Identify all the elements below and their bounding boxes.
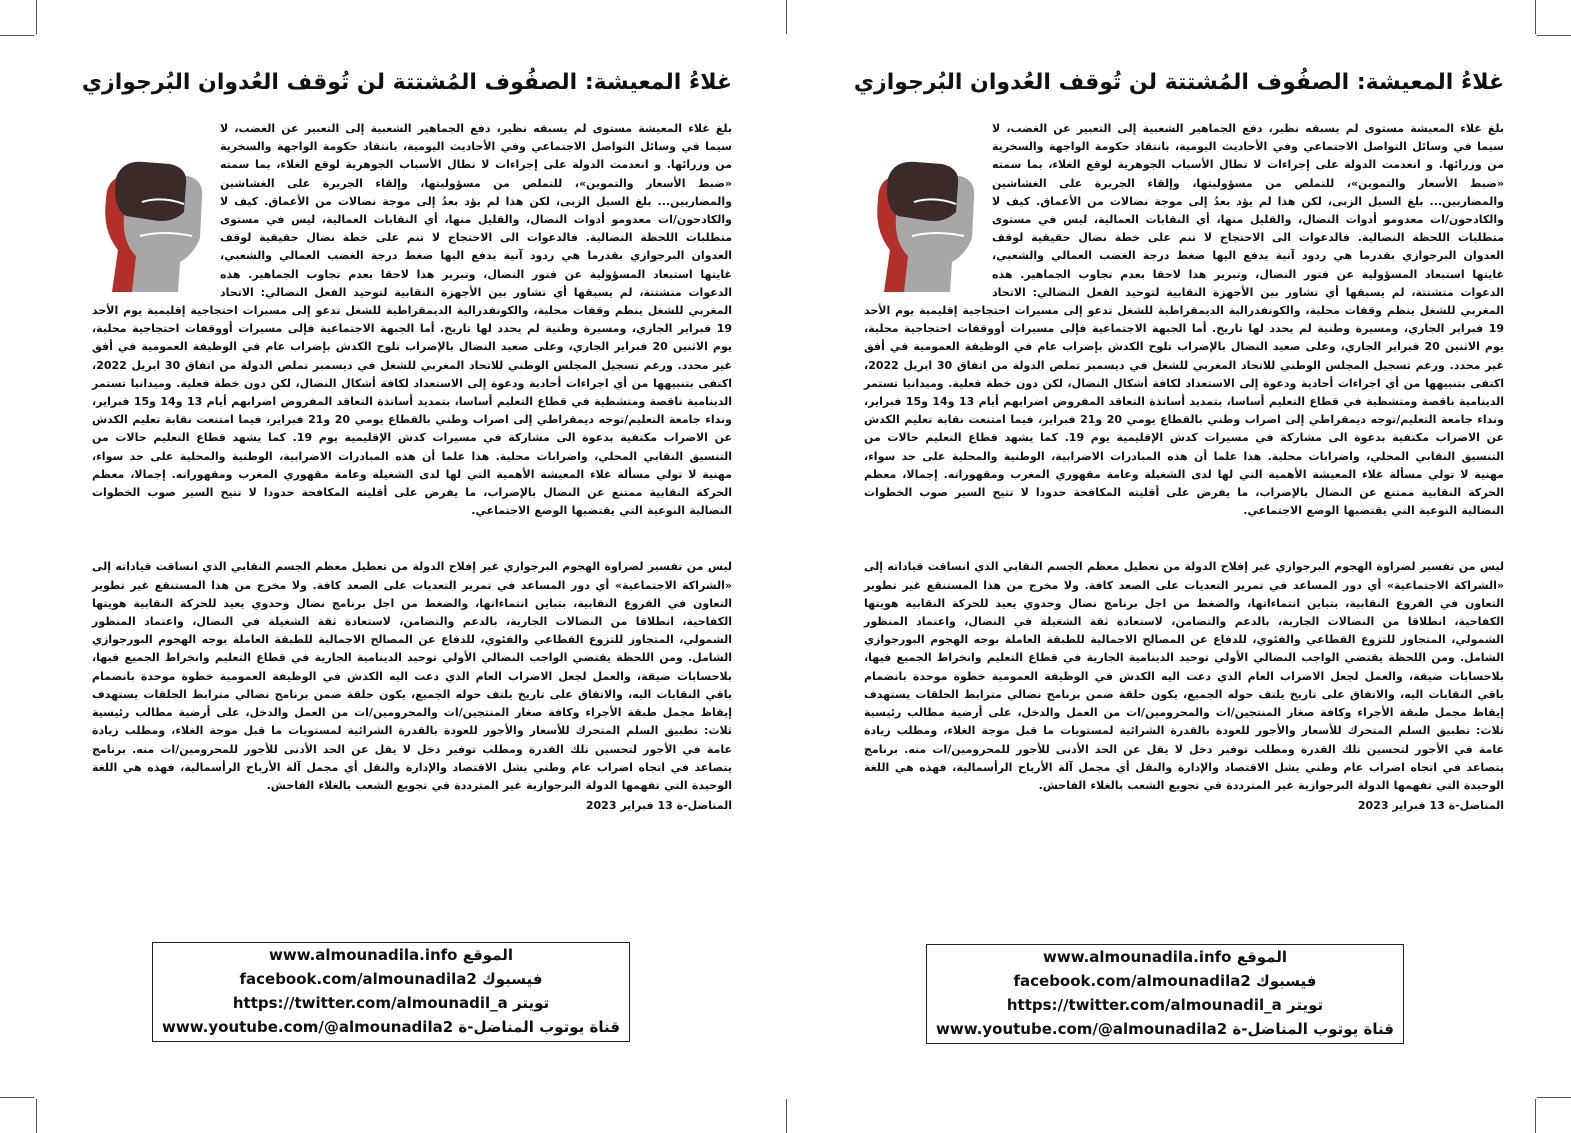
paragraph: ليس من تفسير لضراوة الهجوم البرجوازي غير إفلاح الدولة من تعطيل معظم الجسم النقابي الذي انساقت قياداته إلى «الشراكة الاجتماعية» أي دور المساعد في تمرير التعديات على الصعد كافة. ولا مخرج من هذا المستنقع غير تطوير التعاون في الفروع النقابية، بتباين انتماءاتها، والضغط من اجل برنامج نضال وحدوي يعيد للحركة النقابية هويتها الكفاحية، انطلاقا من النضالات الجارية، بالدعم والتضامن، لاستعادة ثقة الشغيلة في النضال، واعتماد المنظور الشمولي، المتجاوز للتزوع القطاعي والفئوي، للدفاع عن المصالح الاجمالية للطبقة العاملة بوجه الهجوم البورجوازي الشامل. ومن اللحظة يقتضي الواجب النضالي الأولي توحيد الدينامية الجارية في قطاع التعليم وانخراط الجميع فيها، بلاحسابات ضيقة، والعمل لجعل الاضراب العام الذي دعت اليه الكدش في الوظيفة العمومية خطوة موحدة بانضمام باقي النقابات اليه، والاتفاق على تاريخ يلتف حوله الجميع، يكون حلقة ضمن برنامج نضالي مترابط الحلقات يستهدف إيقاظ مجمل طبقة الأجراء وكافة صغار المنتجين/ات والمحرومين/ات من العمل والدخل، على أرضية مطالب رئيسية ثلاث: تطبيق السلم المتحرك للأسعار والأجور للعودة بالقدرة الشرائية لمستويات ما قبل موجة الغلاء، ومطلب زيادة عامة في الأجور لتحسين تلك القدرة ومطلب توفير دخل لا يقل عن الحد الأدنى للأجور للمحرومين/ات منه. برنامج يتصاعد في اتجاه اضراب عام وطني يشل الاقتصاد والإدارة والنقل أي مجمل آلة الأرباح الرأسمالية، فهذه هي اللغة الوحيدة التي تفهمها الدولة البرجوازية غير المترددة في تجويع الشعب بالغلاء الفاحش. xyxy=(92,560,732,792)
twitter-link[interactable]: https://twitter.com/almounadil_a تويتر xyxy=(1006,996,1324,1014)
twitter-link[interactable]: https://twitter.com/almounadil_a تويتر xyxy=(232,994,550,1012)
page-title: غلاءُ المعيشة: الصفُوف المُشتتة لن تُوقف العُدوان البُرجوازي xyxy=(853,70,1504,95)
youtube-link[interactable]: www.youtube.com/@almounadila2 قناة يوتوب المناضل-ة xyxy=(936,1020,1394,1038)
crop-mark xyxy=(36,0,37,34)
paragraph: ليس من تفسير لضراوة الهجوم البرجوازي غير إفلاح الدولة من تعطيل معظم الجسم النقابي الذي انساقت قياداته إلى «الشراكة الاجتماعية» أي دور المساعد في تمرير التعديات على الصعد كافة. ولا مخرج من هذا المستنقع غير تطوير التعاون في الفروع النقابية، بتباين انتماءاتها، والضغط من اجل برنامج نضال وحدوي يعيد للحركة النقابية هويتها الكفاحية، انطلاقا من النضالات الجارية، بالدعم والتضامن، لاستعادة ثقة الشغيلة في النضال، واعتماد المنظور الشمولي، المتجاوز للتزوع القطاعي والفئوي، للدفاع عن المصالح الاجمالية للطبقة العاملة بوجه الهجوم البورجوازي الشامل. ومن اللحظة يقتضي الواجب النضالي الأولي توحيد الدينامية الجارية في قطاع التعليم وانخراط الجميع فيها، بلاحسابات ضيقة، والعمل لجعل الاضراب العام الذي دعت اليه الكدش في الوظيفة العمومية خطوة موحدة بانضمام باقي النقابات اليه، والاتفاق على تاريخ يلتف حوله الجميع، يكون حلقة ضمن برنامج نضالي مترابط الحلقات يستهدف إيقاظ مجمل طبقة الأجراء وكافة صغار المنتجين/ات والمحرومين/ات من العمل والدخل، على أرضية مطالب رئيسية ثلاث: تطبيق السلم المتحرك للأسعار والأجور للعودة بالقدرة الشرائية لمستويات ما قبل موجة الغلاء، ومطلب زيادة عامة في الأجور لتحسين تلك القدرة ومطلب توفير دخل لا يقل عن الحد الأدنى للأجور للمحرومين/ات منه. برنامج يتصاعد في اتجاه اضراب عام وطني يشل الاقتصاد والإدارة والنقل أي مجمل آلة الأرباح الرأسمالية، فهذه هي اللغة الوحيدة التي تفهمها الدولة البرجوازية غير المترددة في تجويع الشعب بالغلاء الفاحش. xyxy=(864,560,1504,792)
crop-mark xyxy=(786,0,787,34)
youtube-link[interactable]: www.youtube.com/@almounadila2 قناة يوتوب المناضل-ة xyxy=(162,1018,620,1036)
crop-mark xyxy=(1535,1099,1536,1133)
paragraph: بلغ غلاء المعيشة مستوى لم يسبقه نظير، دفع الجماهير الشعبية إلى التعبير عن الغضب، لا سيما في وسائل التواصل الاجتماعي وفي الأحاديث اليومية، بانتقاد حكومة الواجهة والسخرية من وزرائها. و انعدمت الدولة على إجراءات لا تطال الأسباب الجوهرية لوقع الغلاء، بما سمته «ضبط الأسعار والتموين»، للتملص من مسؤوليتها، وإلقاء الجريرة على الغشاشين والمضاربين... بلغ السيل الزبى، لكن هذا لم يؤد بعدُ إلى موجة نضالات من الأعماق. كيف لا والكادحون/ات معدومو أدوات النضال، والقليل منها، أي النقابات العمالية، ليس في مستوى متطلبات اللحظة النضالية. فالدعوات الى الاحتجاج لا تنم على خطة نضال حقيقية لوقف العدوان البرجوازي بقدرما هي ردود آنية يدفع اليها ضغط درجة الغضب العمالي والشعبي، غايتها استبعاد المسؤولية عن فتور النضال، وتبرير هذا لاحقا بعدم تجاوب الجماهير. هذه الدعوات متشتتة، لم يسبقها أي تشاور بين الأجهزة النقابية لتوحيد الفعل النضالي: الاتحاد المغربي للشغل ينظم وقفات محلية، والكونفدرالية الديمقراطية للشغل تدعو إلى مسيرات احتجاجية إقليمية يوم الأحد 19 فبراير الجاري، ومسيرة وطنية لم يحدد لها تاريخ. أما الجبهة الاجتماعية فإلى مسيرات أووقفات احتجاجية محلية، يوم الاثنين 20 فبراير الجاري، وعلى صعيد النضال بالإضراب تلوح الكدش بإضراب عام في الوظيفة العمومية في أفق غير محدد. ورغم تسجيل المجلس الوطني للاتحاد المغربي للشغل في ديسمبر تملص الدولة من اتفاق 30 ابريل 2022، اكتفى بتنبيهها من أي اجراءات أحادية ودعوة إلى الاستعداد لكافة أشكال النضال، لكن دون خطة فعلية. وميدانيا تستمر الدينامية ناقصة ومتشظية في قطاع التعليم أساسا، بتمديد أساتذة التعاقد المفروض اضرابهم أيام 13 و14 و15 فبراير، ونداء جامعة التعليم/توجه ديمقراطي إلى اضراب وطني بالقطاع يومي 20 و21 فبراير، فيما امتنعت نقابة تعليم الكدش عن الاضراب مكتفية بدعوة الى مشاركة في مسيرات كدش الإقليمية يوم 19. كما يشهد قطاع التعليم حالات من التنسيق النقابي المحلي، واضرابات محلية. هذا علما أن هذه المبادرات الاضرابية، الوطنية والمحلية على حد سواء، مهنية لا تولي مسألة غلاء المعيشة الأهمية التي لها لدى الشغيلة وعامة مقهوري المغرب ومقهوراته. إجمالا، معظم الحركة النقابية ممتنع عن النضال بالإضراب، ما يفرض على أقليته المكافحة حدودا لا تتيح السير صوب الخطوات النضالية النوعية التي يقتضيها الوضع الاجتماعي. xyxy=(864,122,1505,518)
crop-mark xyxy=(1537,35,1571,36)
facebook-link[interactable]: facebook.com/almounadila2 فيسبوك xyxy=(239,970,543,988)
raised-fists-icon xyxy=(92,150,210,292)
paragraph: بلغ غلاء المعيشة مستوى لم يسبقه نظير، دفع الجماهير الشعبية إلى التعبير عن الغضب، لا سيما في وسائل التواصل الاجتماعي وفي الأحاديث اليومية، بانتقاد حكومة الواجهة والسخرية من وزرائها. و انعدمت الدولة على إجراءات لا تطال الأسباب الجوهرية لوقع الغلاء، بما سمته «ضبط الأسعار والتموين»، للتملص من مسؤوليتها، وإلقاء الجريرة على الغشاشين والمضاربين... بلغ السيل الزبى، لكن هذا لم يؤد بعدُ إلى موجة نضالات من الأعماق. كيف لا والكادحون/ات معدومو أدوات النضال، والقليل منها، أي النقابات العمالية، ليس في مستوى متطلبات اللحظة النضالية. فالدعوات الى الاحتجاج لا تنم على خطة نضال حقيقية لوقف العدوان البرجوازي بقدرما هي ردود آنية يدفع اليها ضغط درجة الغضب العمالي والشعبي، غايتها استبعاد المسؤولية عن فتور النضال، وتبرير هذا لاحقا بعدم تجاوب الجماهير. هذه الدعوات متشتتة، لم يسبقها أي تشاور بين الأجهزة النقابية لتوحيد الفعل النضالي: الاتحاد المغربي للشغل ينظم وقفات محلية، والكونفدرالية الديمقراطية للشغل تدعو إلى مسيرات احتجاجية إقليمية يوم الأحد 19 فبراير الجاري، ومسيرة وطنية لم يحدد لها تاريخ. أما الجبهة الاجتماعية فإلى مسيرات أووقفات احتجاجية محلية، يوم الاثنين 20 فبراير الجاري، وعلى صعيد النضال بالإضراب تلوح الكدش بإضراب عام في الوظيفة العمومية في أفق غير محدد. ورغم تسجيل المجلس الوطني للاتحاد المغربي للشغل في ديسمبر تملص الدولة من اتفاق 30 ابريل 2022، اكتفى بتنبيهها من أي اجراءات أحادية ودعوة إلى الاستعداد لكافة أشكال النضال، لكن دون خطة فعلية. وميدانيا تستمر الدينامية ناقصة ومتشظية في قطاع التعليم أساسا، بتمديد أساتذة التعاقد المفروض اضرابهم أيام 13 و14 و15 فبراير، ونداء جامعة التعليم/توجه ديمقراطي إلى اضراب وطني بالقطاع يومي 20 و21 فبراير، فيما امتنعت نقابة تعليم الكدش عن الاضراب مكتفية بدعوة الى مشاركة في مسيرات كدش الإقليمية يوم 19. كما يشهد قطاع التعليم حالات من التنسيق النقابي المحلي، واضرابات محلية. هذا علما أن هذه المبادرات الاضرابية، الوطنية والمحلية على حد سواء، مهنية لا تولي مسألة غلاء المعيشة الأهمية التي لها لدى الشغيلة وعامة مقهوري المغرب ومقهوراته. إجمالا، معظم الحركة النقابية ممتنع عن النضال بالإضراب، ما يفرض على أقليته المكافحة حدودا لا تتيح السير صوب الخطوات النضالية النوعية التي يقتضيها الوضع الاجتماعي. xyxy=(92,122,733,518)
crop-mark xyxy=(0,35,34,36)
contact-links-box xyxy=(926,944,1404,1044)
leaflet-page-right xyxy=(853,62,1505,1038)
raised-fists-icon xyxy=(864,150,982,292)
crop-mark xyxy=(786,1099,787,1133)
facebook-link[interactable]: facebook.com/almounadila2 فيسبوك xyxy=(1013,972,1317,990)
crop-mark xyxy=(1535,0,1536,34)
contact-links-box xyxy=(152,942,630,1042)
website-link[interactable]: www.almounadila.info الموقع xyxy=(1042,948,1288,966)
page-title: غلاءُ المعيشة: الصفُوف المُشتتة لن تُوقف العُدوان البُرجوازي xyxy=(81,70,732,95)
crop-mark xyxy=(0,1097,34,1098)
signature-date: المناضل-ة 13 فبراير 2023 xyxy=(585,799,732,813)
website-link[interactable]: www.almounadila.info الموقع xyxy=(268,946,514,964)
leaflet-page-left xyxy=(81,62,733,1036)
crop-mark xyxy=(36,1099,37,1133)
crop-mark xyxy=(1537,1097,1571,1098)
signature-date: المناضل-ة 13 فبراير 2023 xyxy=(1357,799,1504,813)
